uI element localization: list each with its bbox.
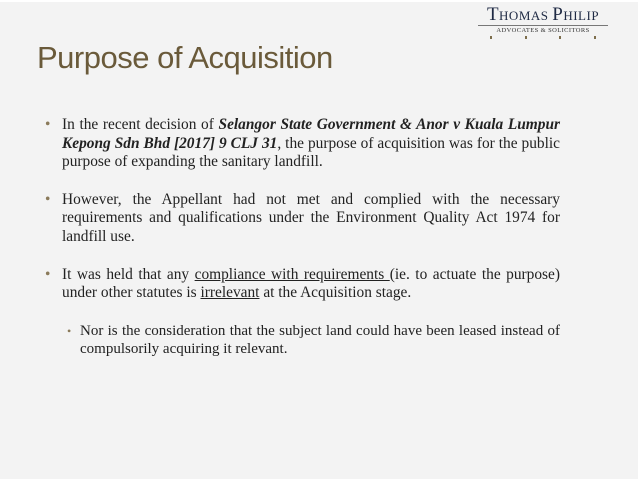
bullet-text: , the purpose of acquisition was for the public purpose of expanding the sanitary landfill. [62, 134, 560, 171]
logo-first-rest: HOMAS [499, 8, 553, 23]
bullet-text: In the recent decision of [62, 116, 219, 133]
top-rule [0, 0, 638, 2]
case-citation: Selangor State Government & Anor v Kuala Lumpur Kepong Sdn Bhd [2017] 9 CLJ 31 [62, 116, 560, 152]
sub-bullet-text: Nor is the consideration that the subject land could have been leased instead of compulsorily acquiring it relevant. [80, 322, 560, 358]
bullet-text: at the Acquisition stage. [259, 284, 412, 302]
logo-initial-p: P [552, 4, 564, 25]
firm-logo [470, 6, 616, 42]
underlined-phrase: compliance with requirements [194, 265, 390, 283]
logo-subtitle: ADVOCATES & SOLICITORS [478, 25, 608, 35]
bullet-text: (ie. to actuate the purpose) under other statutes is [62, 265, 560, 302]
logo-firm-name [470, 6, 616, 25]
underlined-word: irrelevant [200, 284, 260, 302]
logo-dot [525, 36, 527, 39]
bullet-text: However, the Appellant had not met and complied with the necessary requirements and qualifications under the Environment Quality Act 1974 for landfill use. [62, 190, 560, 245]
slide-body [47, 116, 560, 359]
logo-dot [559, 36, 561, 39]
bullet-text: It was held that any [62, 265, 195, 283]
logo-dot [490, 36, 492, 39]
logo-dots [490, 36, 596, 39]
bullet-item [47, 116, 560, 172]
slide-title: Purpose of Acquisition [37, 40, 333, 75]
logo-last-rest: HILIP [563, 8, 600, 23]
bullet-item [47, 191, 560, 247]
bullet-item [47, 266, 560, 303]
sub-bullet-item [67, 322, 560, 359]
logo-dot [594, 36, 596, 39]
logo-initial-t: T [486, 4, 500, 25]
